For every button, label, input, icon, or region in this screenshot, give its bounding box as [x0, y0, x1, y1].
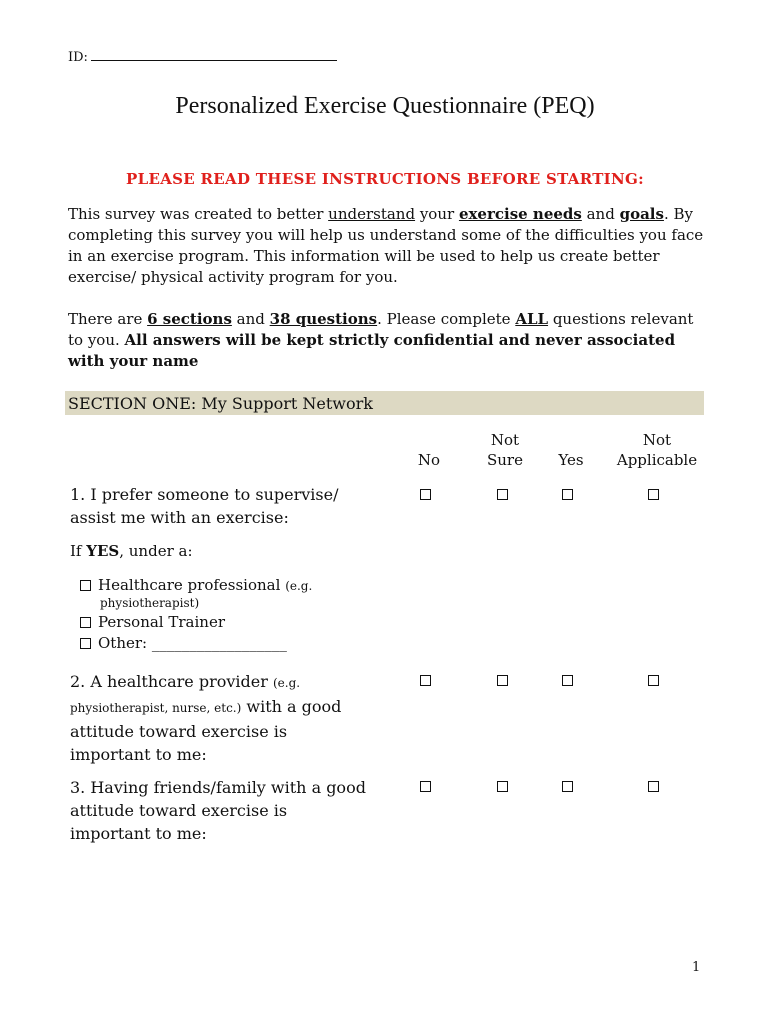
q3-not-sure-checkbox[interactable] — [497, 781, 508, 792]
id-field — [68, 46, 337, 65]
q3-no-checkbox[interactable] — [420, 781, 431, 792]
q1-not-sure-checkbox[interactable] — [497, 489, 508, 500]
intro-sections-count: 6 sections — [147, 310, 232, 328]
personal-trainer-checkbox[interactable] — [80, 617, 91, 628]
column-not-applicable — [610, 430, 704, 470]
question-2-part: with a good attitude toward exercise is important to me: — [70, 697, 342, 764]
id-label: ID: — [68, 50, 88, 65]
intro-confidential: All answers will be kept strictly confidential and never associated with your name — [68, 331, 676, 370]
intro-paragraph-2 — [68, 309, 708, 372]
question-2-part: 2. A healthcare provider — [70, 672, 273, 691]
q1-no-checkbox[interactable] — [420, 489, 431, 500]
followup-yes: YES — [86, 542, 120, 560]
page-number: 1 — [692, 960, 701, 975]
q3-yes-checkbox[interactable] — [562, 781, 573, 792]
intro-goals: goals — [619, 205, 664, 223]
intro-text: your — [415, 205, 459, 223]
column-not-sure-line2: Sure — [487, 451, 523, 469]
option-other — [80, 633, 287, 653]
intro-text: There are — [68, 310, 148, 328]
q2-no-checkbox[interactable] — [420, 675, 431, 686]
question-1-text: 1. I prefer someone to supervise/ assist me with an exercise: — [70, 485, 339, 527]
intro-questions-count: 38 questions — [269, 310, 378, 328]
intro-text: . Please complete — [377, 310, 516, 328]
intro-paragraph-1 — [68, 204, 708, 288]
question-2-note: (e.g. physiotherapist, nurse, etc.) — [70, 676, 301, 715]
q2-not-sure-checkbox[interactable] — [497, 675, 508, 686]
intro-all: ALL — [515, 310, 549, 328]
id-input-line[interactable] — [91, 46, 337, 61]
page-title: Personalized Exercise Questionnaire (PEQ) — [175, 93, 595, 119]
option-label: Personal Trainer — [98, 613, 225, 631]
intro-text: and — [581, 205, 620, 223]
followup-text: , under a: — [119, 542, 193, 560]
intro-understand: understand — [328, 205, 416, 223]
option-personal-trainer — [80, 612, 225, 632]
followup-text: If — [70, 542, 87, 560]
q3-not-applicable-checkbox[interactable] — [648, 781, 659, 792]
intro-text: questions relevant to you. — [68, 310, 694, 349]
question-3-text: 3. Having friends/family with a good attitude toward exercise is important to me: — [70, 778, 366, 843]
intro-text: and — [231, 310, 270, 328]
q1-yes-checkbox[interactable] — [562, 489, 573, 500]
other-checkbox[interactable] — [80, 638, 91, 649]
option-label: Healthcare professional — [98, 576, 281, 594]
instructions-heading: PLEASE READ THESE INSTRUCTIONS BEFORE STARTING: — [126, 170, 644, 188]
column-na-line1: Not — [642, 431, 672, 449]
question-2-text — [70, 670, 370, 766]
column-yes: Yes — [558, 451, 584, 469]
option-label: Other: __________________ — [98, 634, 287, 652]
section-header: SECTION ONE: My Support Network — [65, 391, 704, 415]
q2-yes-checkbox[interactable] — [562, 675, 573, 686]
q1-followup-label — [70, 542, 193, 560]
option-healthcare-professional — [80, 575, 312, 596]
intro-text: This survey was created to better — [68, 205, 329, 223]
q2-not-applicable-checkbox[interactable] — [648, 675, 659, 686]
column-no: No — [417, 451, 441, 469]
option-note-continued: physiotherapist) — [100, 596, 200, 610]
intro-exercise-needs: exercise needs — [458, 205, 582, 223]
column-na-line2: Applicable — [616, 451, 698, 469]
q1-not-applicable-checkbox[interactable] — [648, 489, 659, 500]
intro-text: . By completing this survey you will help us understand some of the difficulties you face in an exercise program. This information will be used to help us create better exercise/ physical activity program for you. — [68, 205, 704, 286]
column-not-sure — [478, 430, 532, 470]
option-note: (e.g. — [285, 579, 313, 593]
column-not-sure-line1: Not — [490, 431, 520, 449]
healthcare-professional-checkbox[interactable] — [80, 580, 91, 591]
